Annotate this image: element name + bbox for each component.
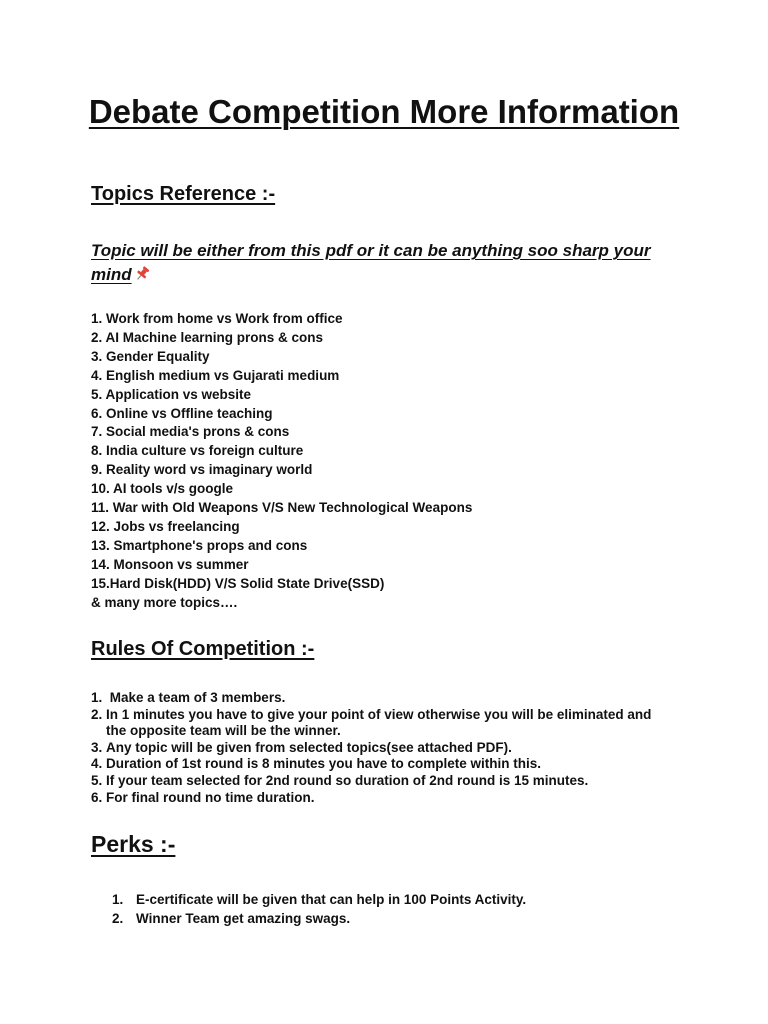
list-item: 12. Jobs vs freelancing xyxy=(91,518,240,534)
topics-note-text: Topic will be either from this pdf or it can be anything soo sharp your mind xyxy=(91,241,651,284)
list-item: 7. Social media's prons & cons xyxy=(91,424,290,440)
pushpin-icon xyxy=(134,265,151,289)
perks-list xyxy=(112,890,526,928)
rule-item xyxy=(91,790,691,807)
rule-item xyxy=(91,740,691,757)
rules-list xyxy=(91,690,691,806)
rule-item xyxy=(91,773,691,790)
rule-text: If your team selected for 2nd round so duration of 2nd round is 15 minutes. xyxy=(106,772,589,788)
list-item: 10. AI tools v/s google xyxy=(91,481,234,497)
list-item: & many more topics…. xyxy=(91,594,238,610)
rule-text: Duration of 1st round is 8 minutes you have to complete within this. xyxy=(106,756,542,772)
rule-text: Any topic will be given from selected topics(see attached PDF). xyxy=(106,739,512,755)
perk-text: E-certificate will be given that can help in 100 Points Activity. xyxy=(136,892,527,907)
rule-text: For final round no time duration. xyxy=(106,789,315,805)
rule-item xyxy=(91,690,691,707)
rule-number: 1. xyxy=(91,690,103,705)
list-item: 2. AI Machine learning prons & cons xyxy=(91,329,324,345)
list-item: 11. War with Old Weapons V/S New Technological Weapons xyxy=(91,500,473,516)
page-title: Debate Competition More Information xyxy=(88,93,680,130)
list-item: 4. English medium vs Gujarati medium xyxy=(91,367,340,383)
rule-number: 2. xyxy=(91,706,103,722)
topics-heading: Topics Reference :- xyxy=(91,183,276,205)
list-item: 9. Reality word vs imaginary world xyxy=(91,462,313,478)
list-item: 14. Monsoon vs summer xyxy=(91,556,249,572)
list-item: 1. Work from home vs Work from office xyxy=(91,311,343,326)
list-item: 3. Gender Equality xyxy=(91,348,210,364)
list-item: 15.Hard Disk(HDD) V/S Solid State Drive(SSD) xyxy=(91,575,385,591)
perk-item xyxy=(112,890,526,909)
rule-text: Make a team of 3 members. xyxy=(106,690,286,705)
rule-text: In 1 minutes you have to give your point of view otherwise you will be eliminated and xyxy=(106,706,652,722)
perk-item xyxy=(112,909,526,928)
perk-text: Winner Team get amazing swags. xyxy=(136,911,351,926)
topics-list xyxy=(91,310,472,613)
topics-note xyxy=(91,239,681,289)
rule-number: 3. xyxy=(91,739,103,755)
rule-number: 6. xyxy=(91,789,103,805)
perk-number: 1. xyxy=(112,892,124,907)
rule-text-continued: the opposite team will be the winner. xyxy=(106,723,341,739)
list-item: 8. India culture vs foreign culture xyxy=(91,443,304,459)
perks-heading: Perks :- xyxy=(91,831,176,857)
rule-item xyxy=(91,707,691,740)
rules-heading: Rules Of Competition :- xyxy=(91,638,315,660)
rule-number: 5. xyxy=(91,772,103,788)
rule-item xyxy=(91,756,691,773)
rule-number: 4. xyxy=(91,756,103,772)
list-item: 13. Smartphone's props and cons xyxy=(91,537,308,553)
perk-number: 2. xyxy=(112,911,124,926)
list-item: 5. Application vs website xyxy=(91,386,252,402)
list-item: 6. Online vs Offline teaching xyxy=(91,405,273,421)
